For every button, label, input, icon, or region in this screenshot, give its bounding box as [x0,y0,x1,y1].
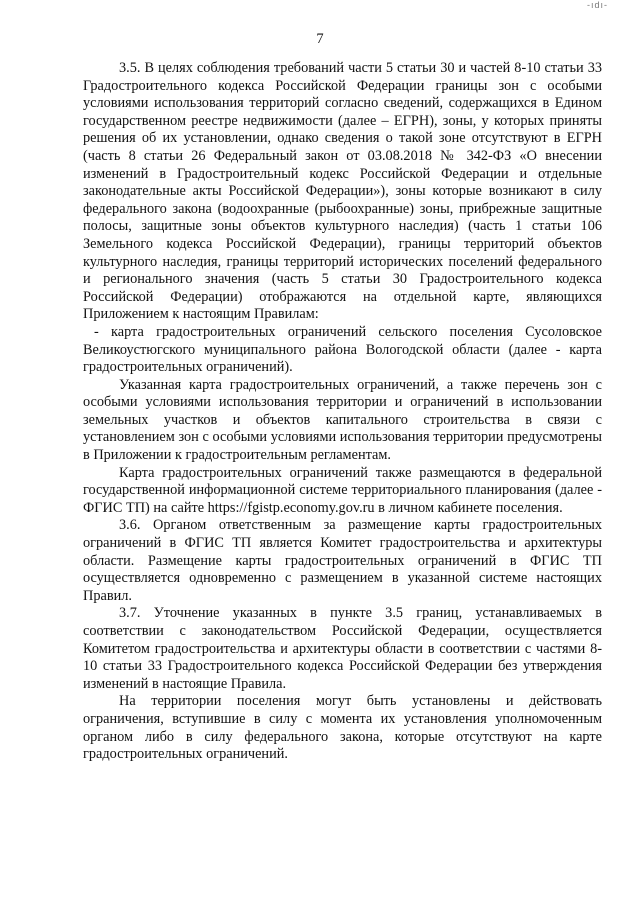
paragraph-3-5: 3.5. В целях соблюдения требований части 5 статьи 30 и частей 8-10 статьи 33 Градостроительного кодекса Российской Федерации границы зон с особыми условиями использования территорий согласно сведений, содержащихся в Едином государственном реестре недвижимости (далее – ЕГРН), зоны, у которых приняты решения об их установлении, однако сведения о такой зоне отсутствуют в ЕГРН (часть 8 статьи 26 Федеральный закон от 03.08.2018 № 342-ФЗ «О внесении изменений в Градостроительный кодекс Российской Федерации и отдельные законодательные акты Российской Федерации»), зоны которые возникают в силу федерального закона (водоохранные (рыбоохранные) зоны, прибрежные защитные полосы, защитные зоны объектов культурного наследия) (часть 1 статьи 106 Земельного кодекса Российской Федерации), границы территорий объектов культурного наследия, границы территорий исторических поселений федерального и регионального значения (часть 5 статьи 30 Градостроительного кодекса Российской Федерации) отображаются на отдельной карте, являющихся Приложением к настоящим Правилам: [83,60,602,323]
document-body [83,60,602,764]
corner-mark: -ıdı- [586,0,608,10]
paragraph-fgis-placement: Карта градостроительных ограничений также размещаются в федеральной государственной информационной системе территориального планирования (далее - ФГИС ТП) на сайте https://fgistp.economy.gov.ru в личном кабинете поселения. [83,464,602,516]
paragraph-3-7: 3.7. Уточнение указанных в пункте 3.5 границ, устанавливаемых в соответствии с законодательством Российской Федерации, осуществляется Комитетом градостроительства и архитектуры области в соответствии с частями 8-10 статьи 33 Градостроительного кодекса Российской Федерации без утверждения изменений в настоящие Правила. [83,605,602,692]
page-number: 7 [316,31,324,47]
paragraph-additional-restrictions: На территории поселения могут быть установлены и действовать ограничения, вступившие в силу с момента их установления уполномоченным органом либо в силу федерального закона, которые отсутствуют на карте градостроительных ограничений. [83,693,602,763]
paragraph-map-description: Указанная карта градостроительных ограничений, а также перечень зон с особыми условиями использования территории и ограничений в использовании земельных участков и объектов капитального строительства в связи с установлением зон с особыми условиями использования территории предусмотрены в Приложении к градостроительным регламентам. [83,376,602,464]
list-item-restrictions-map: - карта градостроительных ограничений сельского поселения Сусоловское Великоустюгского муниципального района Вологодской области (далее - карта градостроительных ограничений). [83,323,602,376]
paragraph-3-6: 3.6. Органом ответственным за размещение карты градостроительных ограничений в ФГИС ТП является Комитет градостроительства и архитектуры области. Размещение карты градостроительных ограничений в ФГИС ТП осуществляется одновременно с размещением в указанной системе настоящих Правил. [83,517,602,604]
